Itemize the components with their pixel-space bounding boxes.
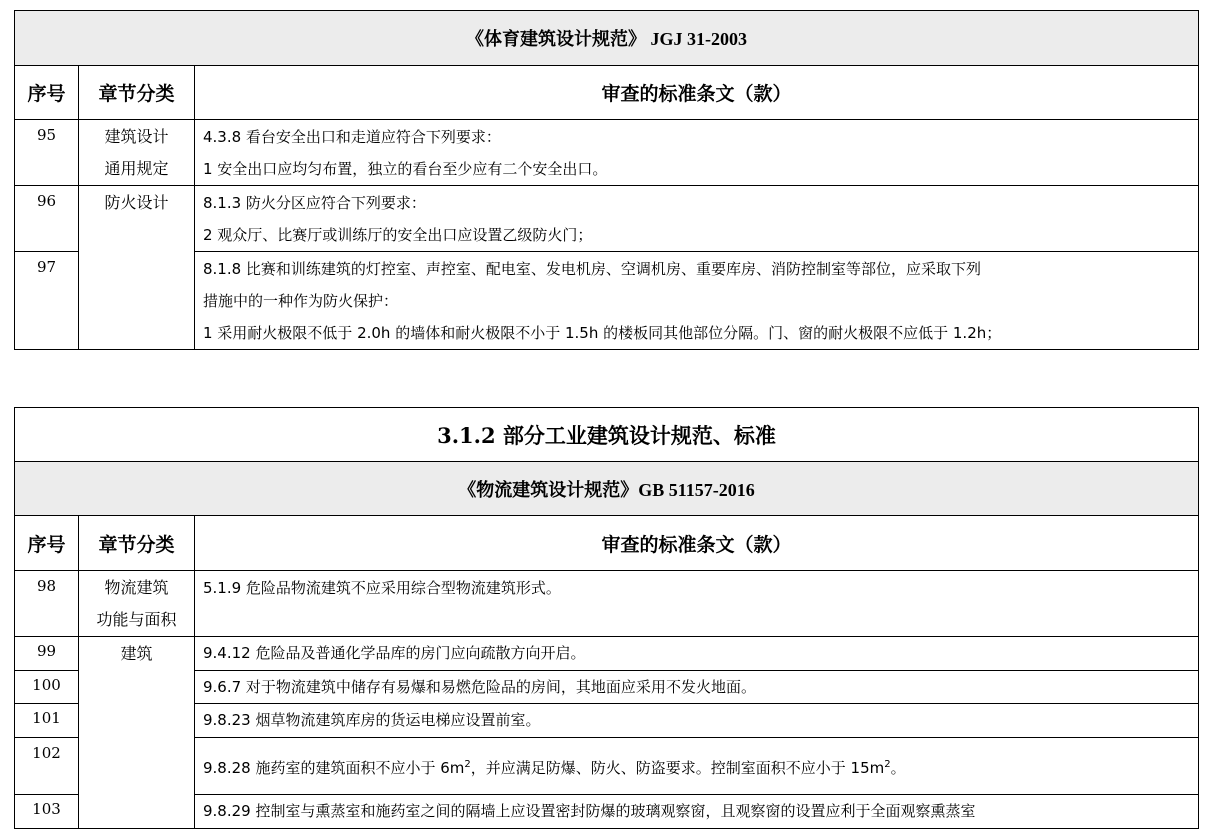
superscript: 2 xyxy=(464,758,471,770)
table-row xyxy=(15,120,1199,186)
header-clause: 审查的标准条文（款） xyxy=(195,66,1199,120)
clause-cell xyxy=(195,704,1199,738)
header-chapter: 章节分类 xyxy=(79,516,195,571)
clause-cell xyxy=(195,795,1199,829)
section-heading: 3.1.2 部分工业建筑设计规范、标准 xyxy=(15,408,1199,462)
row-number: 95 xyxy=(15,120,79,186)
chapter-cell xyxy=(79,186,195,350)
clause-cell xyxy=(195,637,1199,671)
clause-text: 9.8.28 施药室的建筑面积不应小于 6m xyxy=(203,758,465,777)
clause-line: 措施中的一种作为防火保护： xyxy=(203,292,399,310)
clause-line: 8.1.3 防火分区应符合下列要求： xyxy=(203,194,426,212)
row-number: 103 xyxy=(15,795,79,829)
table-row xyxy=(15,186,1199,252)
chapter-label: 建筑 xyxy=(120,644,153,663)
table-row xyxy=(15,571,1199,637)
clause-line: 5.1.9 危险品物流建筑不应采用综合型物流建筑形式。 xyxy=(203,579,561,597)
clause-text: 。 xyxy=(890,758,906,777)
clause-line: 9.4.12 危险品及普通化学品库的房门应向疏散方向开启。 xyxy=(203,644,586,662)
chapter-label: 建筑设计 xyxy=(104,127,169,146)
superscript: 2 xyxy=(884,758,891,770)
clause-cell xyxy=(195,671,1199,704)
clause-cell xyxy=(195,120,1199,186)
row-number: 98 xyxy=(15,571,79,637)
chapter-cell xyxy=(79,571,195,637)
chapter-label: 防火设计 xyxy=(104,193,169,212)
clause-line: 9.8.23 烟草物流建筑库房的货运电梯应设置前室。 xyxy=(203,711,541,729)
row-number: 99 xyxy=(15,637,79,671)
header-chapter: 章节分类 xyxy=(79,66,195,120)
chapter-cell xyxy=(79,120,195,186)
clause-cell xyxy=(195,186,1199,252)
row-number: 102 xyxy=(15,738,79,795)
sports-building-table xyxy=(14,10,1199,350)
header-no: 序号 xyxy=(15,516,79,571)
clause-line: 9.6.7 对于物流建筑中储存有易爆和易燃危险品的房间，其地面应采用不发火地面。 xyxy=(203,678,756,696)
chapter-label: 物流建筑 xyxy=(104,578,169,597)
chapter-label: 通用规定 xyxy=(104,159,169,178)
table-title: 《体育建筑设计规范》 JGJ 31-2003 xyxy=(15,11,1199,66)
table-title: 《物流建筑设计规范》GB 51157-2016 xyxy=(15,462,1199,516)
chapter-label: 功能与面积 xyxy=(96,610,177,629)
clause-line: 4.3.8 看台安全出口和走道应符合下列要求： xyxy=(203,128,501,146)
clause-cell xyxy=(195,571,1199,637)
clause-line: 9.8.29 控制室与熏蒸室和施药室之间的隔墙上应设置密封防爆的玻璃观察窗，且观察窗的设置应利于全面观察熏蒸室 xyxy=(203,802,976,820)
clause-line: 8.1.8 比赛和训练建筑的灯控室、声控室、配电室、发电机房、空调机房、重要库房、消防控制室等部位，应采取下列 xyxy=(203,260,981,278)
clause-line: 2 观众厅、比赛厅或训练厅的安全出口应设置乙级防火门； xyxy=(203,226,593,244)
clause-line: 1 采用耐火极限不低于 2.0h 的墙体和耐火极限不小于 1.5h 的楼板同其他部位分隔。门、窗的耐火极限不应低于 1.2h； xyxy=(203,324,1002,342)
clause-line: 1 安全出口应均匀布置，独立的看台至少应有二个安全出口。 xyxy=(203,160,608,178)
chapter-cell xyxy=(79,637,195,829)
table-row xyxy=(15,637,1199,671)
clause-text: ，并应满足防爆、防火、防盗要求。控制室面积不应小于 15m xyxy=(470,758,885,777)
header-clause: 审查的标准条文（款） xyxy=(195,516,1199,571)
row-number: 97 xyxy=(15,252,79,350)
clause-cell xyxy=(195,252,1199,350)
row-number: 96 xyxy=(15,186,79,252)
row-number: 100 xyxy=(15,671,79,704)
header-no: 序号 xyxy=(15,66,79,120)
logistics-building-table xyxy=(14,407,1199,829)
clause-cell xyxy=(195,738,1199,795)
row-number: 101 xyxy=(15,704,79,738)
